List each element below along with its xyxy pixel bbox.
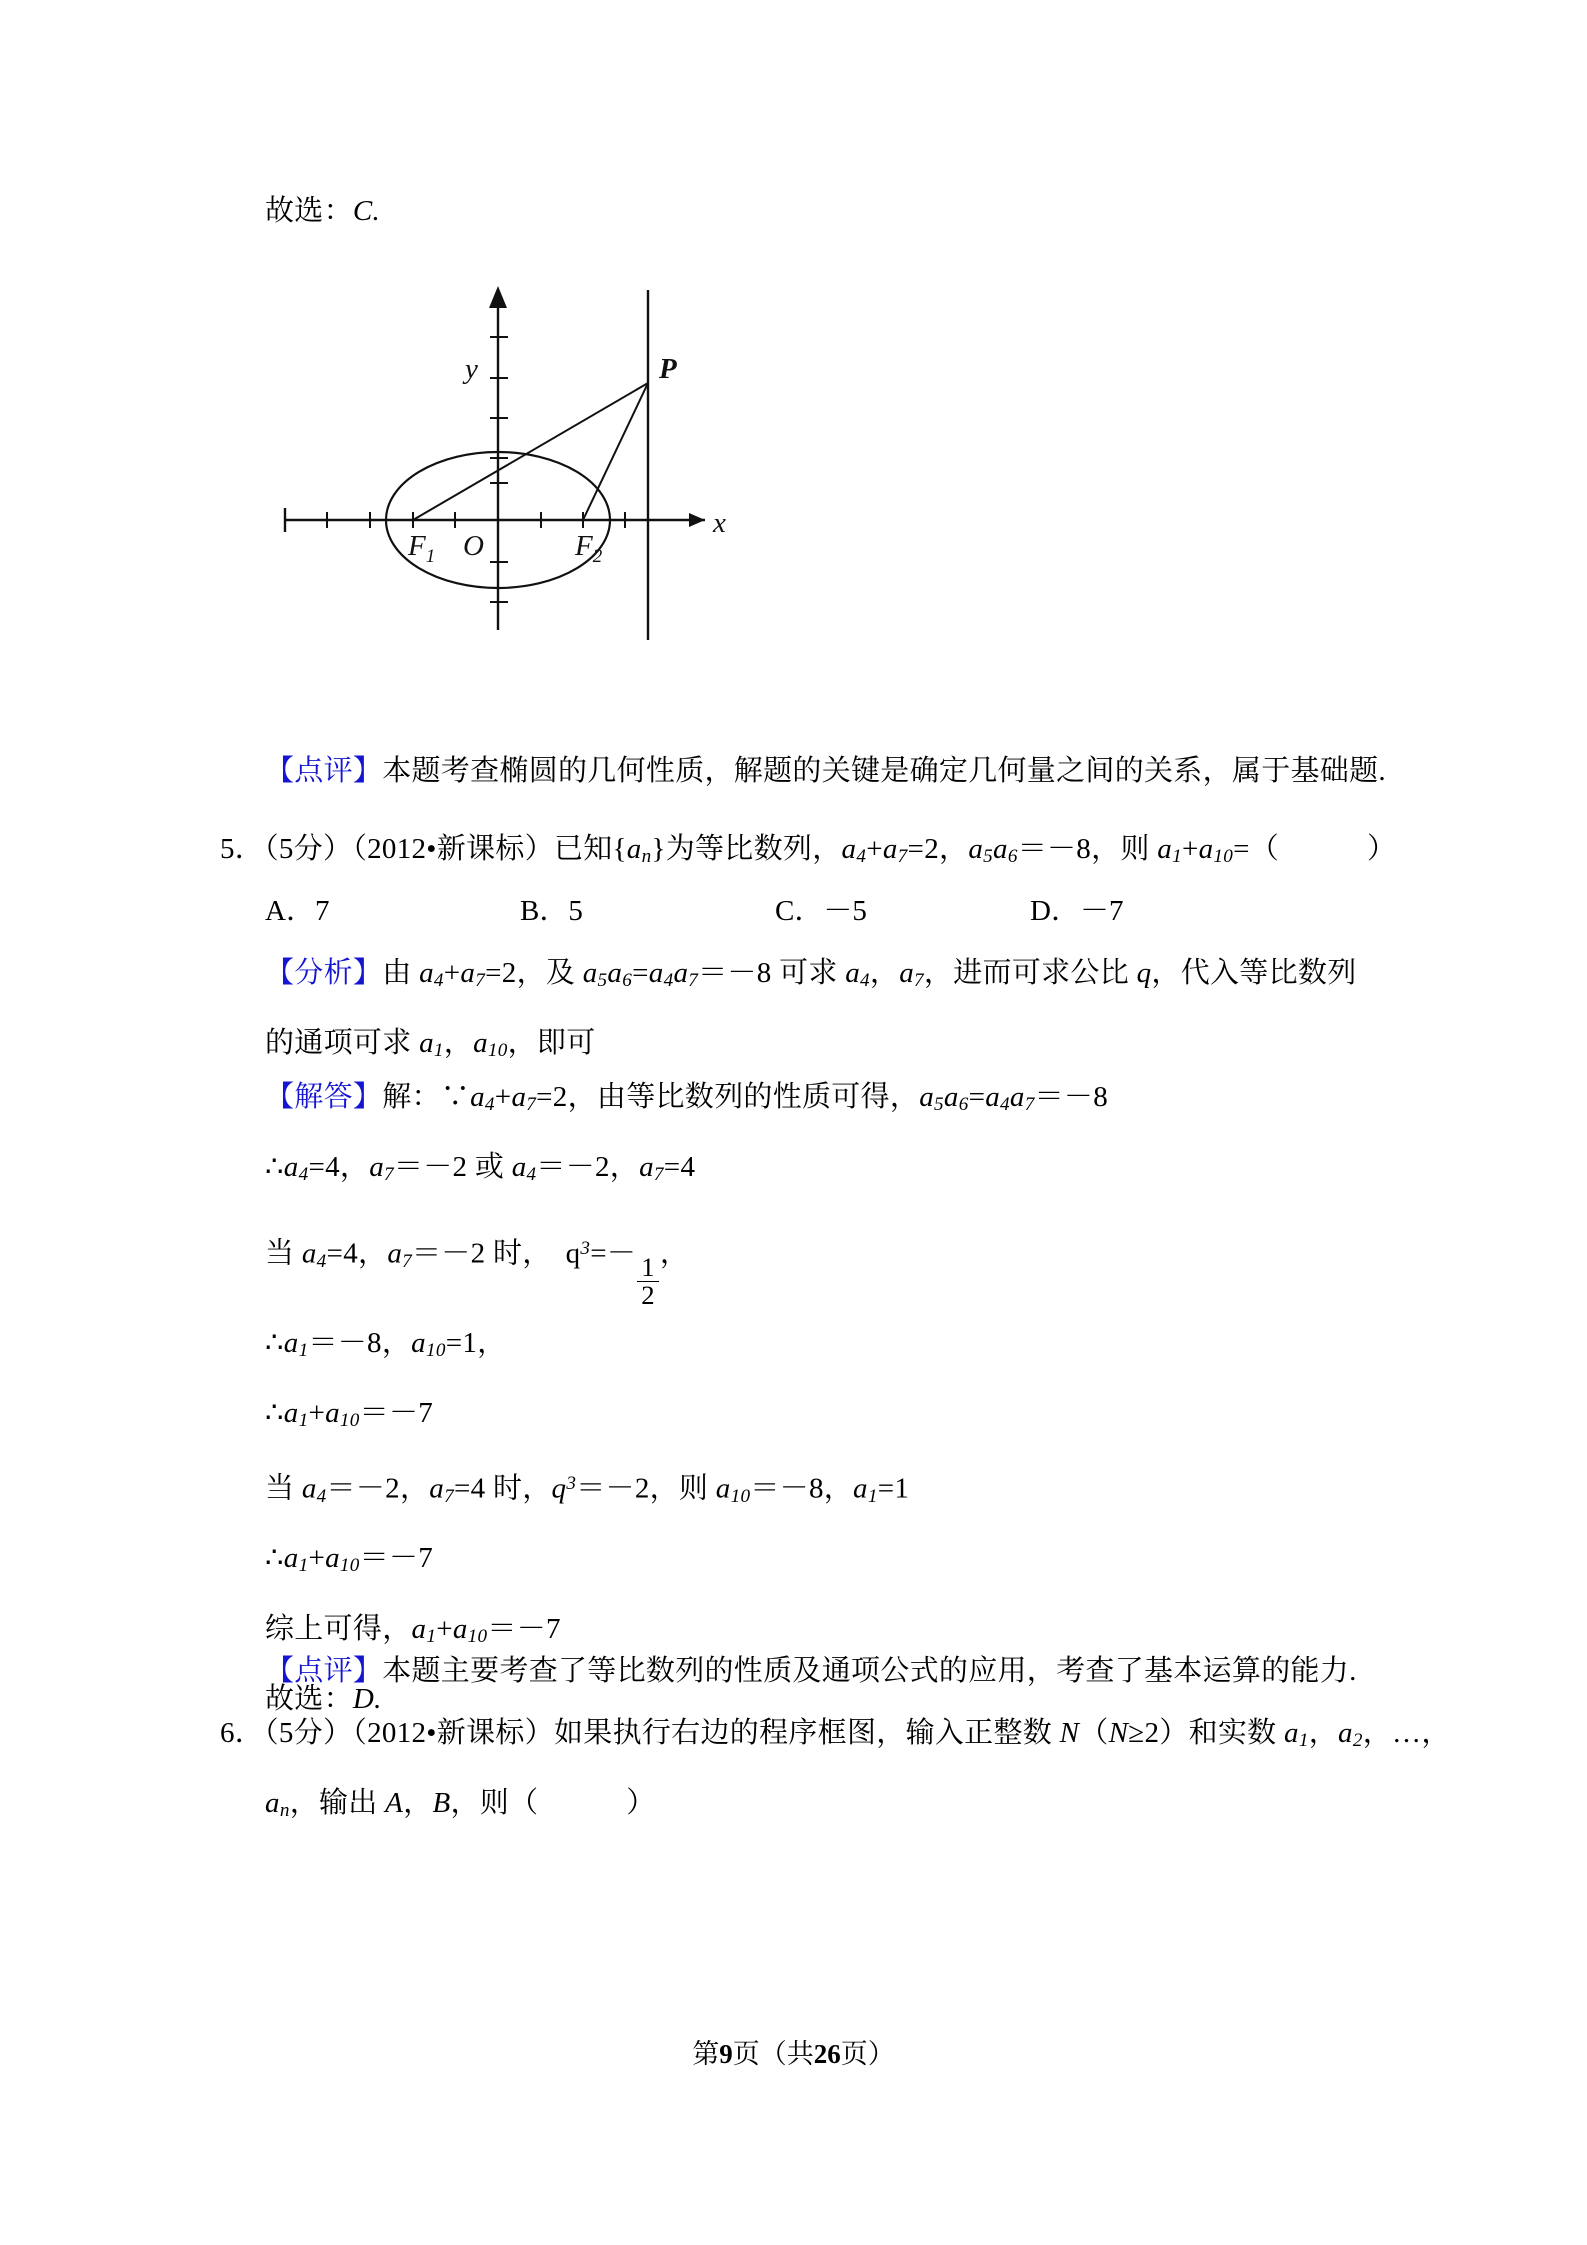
q5-score: （5分） <box>264 833 353 865</box>
ellipse-figure-svg <box>265 250 735 710</box>
q6-line2-end: ，则（ ） <box>450 1787 656 1820</box>
solution-line6-qeq: ＝－2，则 <box>576 1472 716 1505</box>
option-b[interactable] <box>520 880 775 942</box>
q5-eq1-b: a <box>882 833 898 865</box>
solution-line-8: 综上可得，$a_1+a_{10}=-7$ <box>265 1612 561 1647</box>
comment-q5-line <box>265 1640 1375 1702</box>
solution-line2-a7b: =4 <box>663 1151 696 1184</box>
q5-eq2-a: a <box>968 833 984 865</box>
answer-label: 故选： <box>265 195 353 227</box>
solution-line-3: 当 $a_4=4$，$a_7=-2$ 时， $q^3=-$ $\frac{1}{2}$ ， <box>265 1238 690 1311</box>
solution-line2-a4: =4， <box>308 1151 370 1184</box>
comment-q5 <box>265 1640 1375 1702</box>
question-6-line-2 <box>265 1772 1410 1842</box>
solution-line3-eq: =－ <box>590 1238 637 1271</box>
q6-a1-sub: 1 <box>1298 1730 1309 1752</box>
analysis-end: ，代入等比数列 <box>1151 957 1357 989</box>
solution-line6-a10: ＝－8， <box>750 1472 854 1505</box>
analysis-tag: 【分析】 <box>265 957 383 989</box>
q5-eq3-plus: + <box>1181 833 1199 865</box>
q5-eq3-a-sub: 1 <box>1172 846 1182 868</box>
footer-mid: 页（共 <box>732 2039 814 2069</box>
q5-number: 5． <box>220 833 265 865</box>
answer-value: C. <box>352 195 381 227</box>
q6-dots: ，…， <box>1362 1717 1451 1749</box>
solution-line3-a7: ＝－2 时， <box>412 1238 552 1271</box>
q5-eq1-b-sub: 7 <box>897 846 908 868</box>
solution-line4-a1: ＝－8， <box>308 1327 412 1360</box>
q6-a2-sub: 2 <box>1352 1730 1363 1752</box>
footer-page-number: 9 <box>719 2039 733 2069</box>
option-c-value: －5 <box>823 895 867 927</box>
option-c[interactable] <box>775 880 1030 942</box>
q6-comma1: ， <box>1308 1717 1339 1749</box>
q5-eq3-b: a <box>1198 833 1214 865</box>
q6-ge: ≥2）和实数 <box>1128 1717 1285 1749</box>
q5-eq3-a: a <box>1157 833 1173 865</box>
solution-line-6: 当 $a_4=-2$，$a_7=4$ 时，$q^3=-2$，则 $a_{10}=-8$，$a_1=1$ <box>265 1472 910 1507</box>
solution-line9-pre: 故选： <box>265 1682 353 1715</box>
solution-line7-eq: ＝－7 <box>359 1542 434 1575</box>
footer-prefix: 第 <box>692 2039 720 2069</box>
option-d-label: D． <box>1030 895 1080 927</box>
solution-line6-a7: =4 时， <box>453 1472 552 1505</box>
analysis-post: 可求 <box>771 957 846 989</box>
solution-line9-val: D. <box>352 1682 382 1715</box>
solution-line8-eq: ＝－7 <box>487 1612 561 1645</box>
q5-source: （2012•新课标） <box>352 833 554 865</box>
footer-suffix: 页） <box>840 2039 895 2069</box>
option-c-label: C． <box>775 895 824 927</box>
q6-var-N: N <box>1059 1717 1080 1749</box>
solution-line6-pre: 当 <box>265 1472 302 1505</box>
solution-line6-sup: 3 <box>566 1472 577 1494</box>
solution-line5-pre: ∴ <box>265 1397 284 1430</box>
question-6-line-1 <box>220 1702 1451 1772</box>
solution-line-7: $\therefore a_1+a_{10}=-7$ <box>265 1542 434 1577</box>
segment-f2-p <box>583 383 648 520</box>
footer-total-pages: 26 <box>813 2039 841 2069</box>
comment-q4 <box>265 740 1386 802</box>
solution-line3-comma: ， <box>659 1238 690 1271</box>
solution-line6-q: q <box>551 1472 567 1505</box>
solution-line3-mid: =4， <box>326 1238 388 1271</box>
solution-line7-pre: ∴ <box>265 1542 284 1575</box>
q5-eq2-a-sub: 5 <box>983 846 993 868</box>
question-5-stem <box>220 818 1400 888</box>
q6-an-sub: n <box>279 1800 290 1822</box>
fraction-numerator: 1 <box>637 1254 659 1283</box>
q5-eq1-plus: + <box>866 833 883 865</box>
option-b-value: 5 <box>568 895 583 927</box>
solution-line2-a7: ＝－2 或 <box>393 1151 512 1184</box>
options-row <box>265 880 1445 942</box>
comment-q4-line <box>265 740 1386 802</box>
solution-line1-mid: =2，由等比数列的性质可得， <box>536 1081 920 1113</box>
q6-paren-open: （ <box>1079 1717 1109 1749</box>
question-5-options <box>265 880 1445 942</box>
q6-var-B: B <box>432 1787 451 1820</box>
q5-eq2-rhs: ＝－8，则 <box>1017 833 1158 865</box>
origin-label: O <box>463 530 484 562</box>
q5-eq1-a-sub: 4 <box>856 846 867 868</box>
solution-line1-pre: 解：∵ <box>382 1081 471 1113</box>
solution-line4-a10: =1， <box>445 1327 507 1360</box>
q6-line2-comma: ， <box>403 1787 433 1820</box>
q5-eq2-b-sub: 6 <box>1007 846 1018 868</box>
y-axis-label: y <box>465 353 478 385</box>
point-p-label: P <box>659 353 677 385</box>
q5-eq2-b: a <box>993 833 1008 865</box>
q5-eq3-rhs: =（ ） <box>1233 833 1397 865</box>
page-footer <box>0 2032 1587 2071</box>
analysis-tail: ，进而可求公比 <box>923 957 1137 989</box>
x-axis-arrow <box>689 513 705 527</box>
fraction-denominator: 2 <box>641 1280 655 1311</box>
solution-line6-a1: =1 <box>877 1472 910 1505</box>
question-6-stem <box>220 1702 1451 1842</box>
q6-number: 6． <box>220 1717 265 1749</box>
q6-var-N2: N <box>1108 1717 1129 1749</box>
analysis-line-1: 【分析】由 $a_4+a_7=2$，及 $a_5a_6=a_4a_7=-8$ 可求 $a_4$，$a_7$，进而可求公比 q，代入等比数列 <box>265 957 1357 992</box>
q5-eq1-a: a <box>841 833 857 865</box>
answer-line-text <box>265 180 1375 242</box>
q5-eq1-rhs: =2， <box>907 833 969 865</box>
solution-line-2: $\therefore a_4=4$，$a_7=-2$ 或 $a_4=-2$，$a_7=4$ <box>265 1151 696 1186</box>
q5-stem-b: }为等比数列， <box>651 833 842 865</box>
option-a[interactable] <box>265 880 520 942</box>
solution-line3-sup: 3 <box>580 1238 591 1260</box>
analysis-line2-pre: 的通项可求 <box>265 1027 420 1060</box>
analysis-mid: ，及 <box>516 957 583 989</box>
option-d[interactable] <box>1030 880 1285 942</box>
question-5-analysis <box>265 942 1375 1082</box>
focus1-label: $F_1$ <box>408 530 436 567</box>
comment-q5-tag: 【点评】 <box>265 1655 383 1687</box>
solution-line-1: 【解答】解：$\because a_4+a_7=2$，由等比数列的性质可得，$a_5a_6=a_4a_7=-8$ <box>265 1081 1109 1116</box>
segment-f1-p <box>413 383 648 520</box>
analysis-line2-end: ，即可 <box>507 1027 596 1060</box>
solution-line3-pre: 当 <box>265 1238 302 1271</box>
solution-line-4: $\therefore a_1=-8$，$a_{10}=1$， <box>265 1327 507 1362</box>
q5-stem-var: a <box>626 833 642 865</box>
comment-tag: 【点评】 <box>265 755 383 787</box>
q6-score: （5分） <box>264 1717 353 1749</box>
q6-source: （2012•新课标） <box>352 1717 554 1749</box>
q6-var-A: A <box>385 1787 404 1820</box>
ellipse-figure <box>265 250 735 710</box>
q5-stem-a: 已知{ <box>553 833 627 865</box>
q6-a2: a <box>1338 1717 1353 1749</box>
q6-a1: a <box>1284 1717 1299 1749</box>
analysis-q: q <box>1136 957 1152 989</box>
solution-line2-a4b: ＝－2， <box>536 1151 640 1184</box>
comment-q5-text: 本题主要考查了等比数列的性质及通项公式的应用，考查了基本运算的能力. <box>382 1655 1357 1687</box>
analysis-pre: 由 <box>382 957 420 989</box>
analysis-line-2: 的通项可求 $a_1$，$a_{10}$，即可 <box>265 1027 596 1062</box>
q5-eq3-b-sub: 10 <box>1213 846 1234 868</box>
focus2-label: $F_2$ <box>575 530 603 567</box>
solution-line8-pre: 综上可得， <box>265 1612 412 1645</box>
solution-line6-a4: ＝－2， <box>326 1472 430 1505</box>
q6-an: a <box>265 1787 280 1820</box>
q6-line2-mid: ，输出 <box>289 1787 386 1820</box>
fraction-one-half <box>637 1251 659 1311</box>
q5-stem-var-sub: n <box>641 846 652 868</box>
solution-line4-pre: ∴ <box>265 1327 284 1360</box>
x-axis-label: x <box>713 507 726 539</box>
solution-line5-eq: ＝－7 <box>359 1397 434 1430</box>
solution-line2-pre: ∴ <box>265 1151 284 1184</box>
option-a-value: 7 <box>314 895 330 927</box>
q6-text-a: 如果执行右边的程序框图，输入正整数 <box>553 1717 1060 1749</box>
solution-line3-q: q <box>565 1238 581 1271</box>
solution-line-5: $\therefore a_1+a_{10}=-7$ <box>265 1397 434 1432</box>
option-b-label: B． <box>520 895 569 927</box>
y-axis-arrow <box>489 286 507 308</box>
comment-text: 本题考查椭圆的几何性质，解题的关键是确定几何量之间的关系，属于基础题. <box>382 755 1386 787</box>
question-5-solution <box>265 1066 1375 1730</box>
question-5-stem-line <box>220 818 1400 888</box>
solution-tag: 【解答】 <box>265 1081 383 1113</box>
option-d-value: －7 <box>1079 895 1124 927</box>
option-a-label: A． <box>265 895 315 927</box>
answer-line-q4 <box>265 180 1375 242</box>
